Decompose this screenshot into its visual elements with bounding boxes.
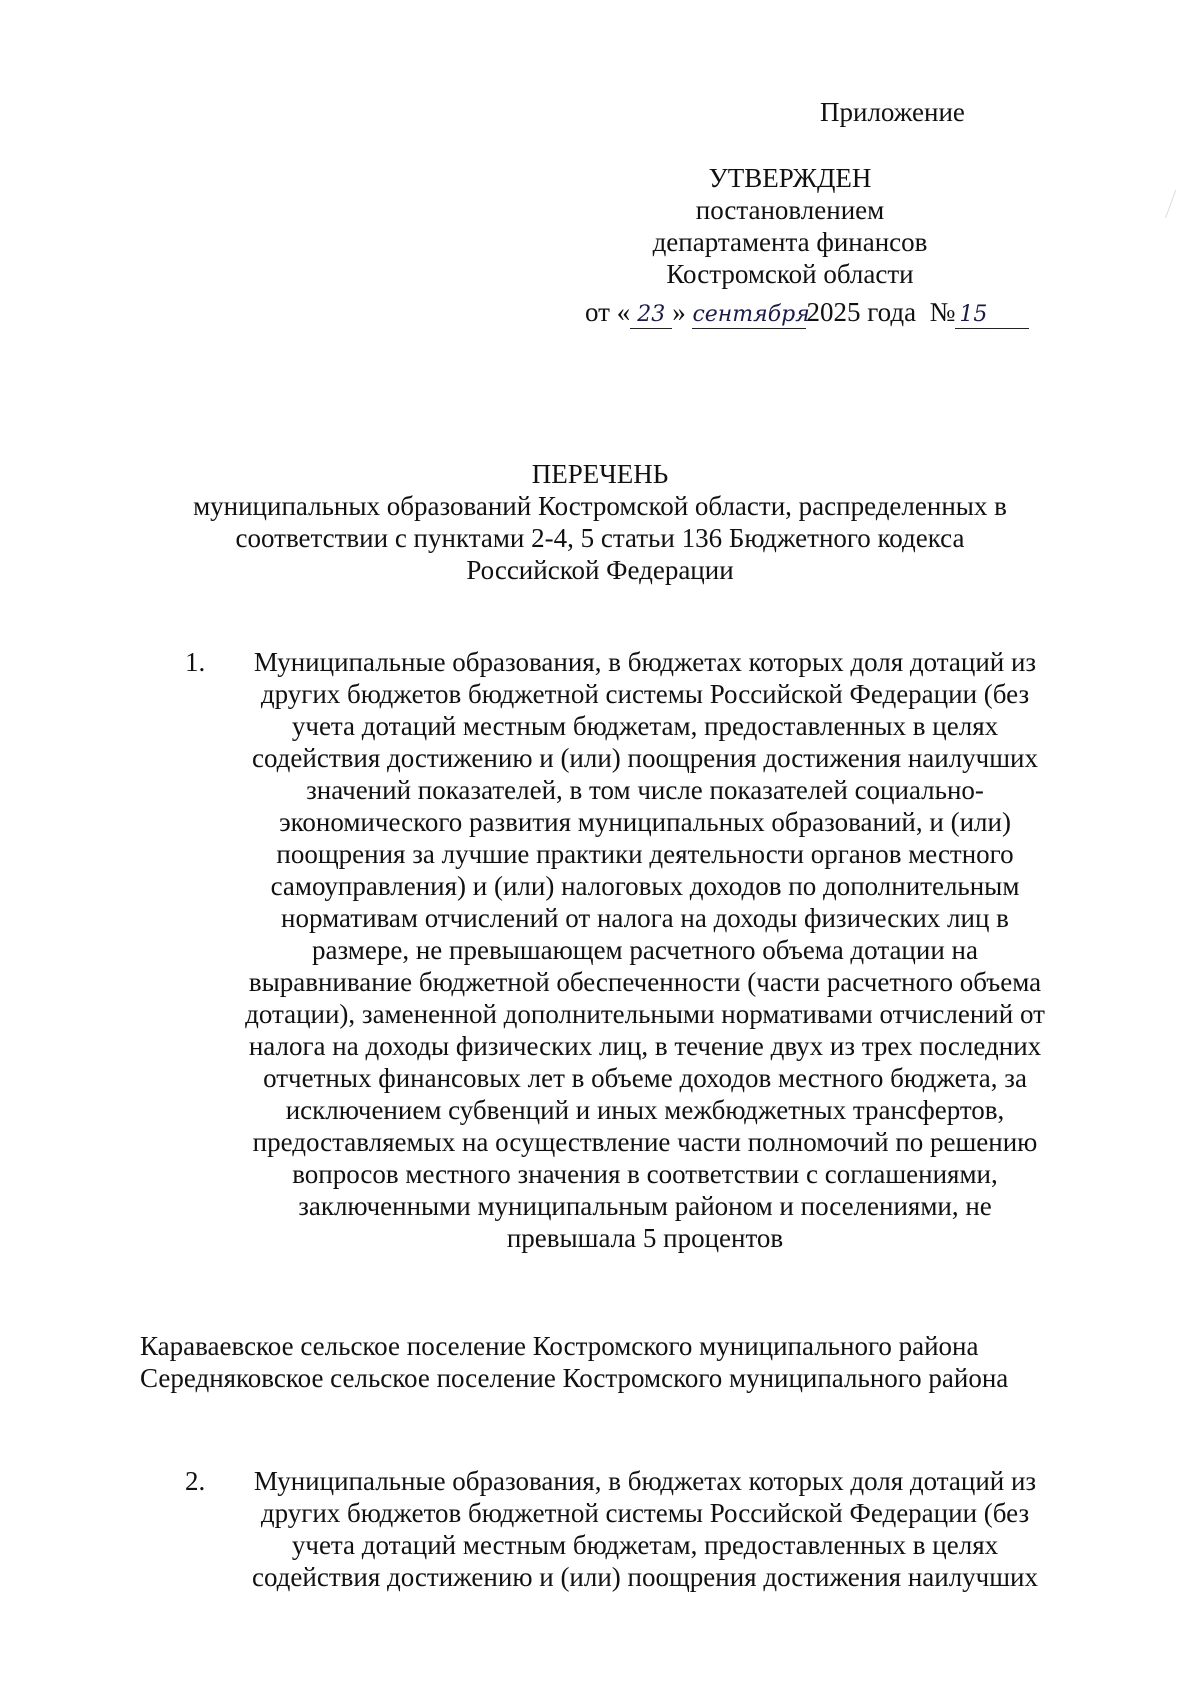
text-line: учета дотаций местным бюджетам, предоставленных в целях <box>291 711 999 741</box>
text-line: исключением субвенций и иных межбюджетных трансфертов, <box>285 1095 1005 1125</box>
approval-line-2: департамента финансов <box>652 227 928 257</box>
date-quote-close: » <box>672 297 686 327</box>
text-line: самоуправления) и (или) налоговых доходов по дополнительным <box>270 871 1020 901</box>
date-year: 2025 года <box>806 297 917 327</box>
list-subtitle-line-2: соответствии с пунктами 2-4, 5 статьи 136 Бюджетного кодекса <box>235 523 965 553</box>
appendix-label: Приложение <box>820 97 965 127</box>
text-line: Муниципальные образования, в бюджетах которых доля дотаций из <box>253 647 1037 677</box>
section-1 <box>170 646 1070 1254</box>
text-line: экономического развития муниципальных образований, и (или) <box>279 807 1011 837</box>
text-line: содействия достижению и (или) поощрения достижения наилучших <box>251 1562 1039 1592</box>
approval-date-line <box>585 296 1055 329</box>
text-line: отчетных финансовых лет в объеме доходов местного бюджета, за <box>263 1063 1027 1093</box>
text-line: нормативам отчислений от налога на доходы физических лиц в <box>281 903 1009 933</box>
handwritten-day: 23 <box>630 302 672 329</box>
list-subtitle-line-1: муниципальных образований Костромской области, распределенных в <box>193 491 1007 521</box>
text-line: содействия достижению и (или) поощрения достижения наилучших <box>251 743 1039 773</box>
text-line: других бюджетов бюджетной системы Российской Федерации (без <box>260 1498 1030 1528</box>
text-line: дотации), замененной дополнительными нормативами отчислений от <box>245 999 1045 1029</box>
approval-block <box>560 162 1020 290</box>
section-1-text <box>220 646 1070 1254</box>
approval-line-3: Костромской области <box>666 259 914 289</box>
text-line: других бюджетов бюджетной системы Российской Федерации (без <box>260 679 1030 709</box>
list-subtitle-line-3: Российской Федерации <box>466 555 734 585</box>
text-line: заключенными муниципальным районом и поселениями, не <box>298 1191 992 1221</box>
list-heading <box>150 458 1050 586</box>
text-line: поощрения за лучшие практики деятельности органов местного <box>276 839 1014 869</box>
text-line: размере, не превышающем расчетного объема дотации на <box>312 935 978 965</box>
scan-speck <box>1165 190 1182 221</box>
text-line: предоставляемых на осуществление части полномочий по решению <box>252 1127 1038 1157</box>
handwritten-number: 15 <box>955 302 1029 329</box>
text-line: налога на доходы физических лиц, в течение двух из трех последних <box>248 1031 1042 1061</box>
text-line: учета дотаций местным бюджетам, предоставленных в целях <box>291 1530 999 1560</box>
section-2-text <box>220 1465 1070 1593</box>
list-title: ПЕРЕЧЕНЬ <box>531 459 669 489</box>
text-line: вопросов местного значения в соответствии с соглашениями, <box>292 1159 998 1189</box>
text-line: превышала 5 процентов <box>506 1223 784 1253</box>
municipality-item: Середняковское сельское поселение Костромского муниципального района <box>140 1363 1009 1393</box>
approval-line-1: постановлением <box>695 195 885 225</box>
section-2-number: 2. <box>185 1466 206 1496</box>
approval-title: УТВЕРЖДЕН <box>708 163 872 193</box>
text-line: Муниципальные образования, в бюджетах которых доля дотаций из <box>253 1466 1037 1496</box>
handwritten-month: сентября <box>692 302 810 327</box>
text-line: значений показателей, в том числе показателей социально- <box>306 775 984 805</box>
section-2 <box>170 1465 1070 1593</box>
section-1-number: 1. <box>185 647 206 677</box>
number-label: № <box>929 297 956 327</box>
date-prefix: от « <box>585 297 631 327</box>
text-line: выравнивание бюджетной обеспеченности (части расчетного объема <box>248 967 1042 997</box>
municipality-list <box>140 1330 1100 1394</box>
municipality-item: Караваевское сельское поселение Костромского муниципального района <box>140 1331 979 1361</box>
